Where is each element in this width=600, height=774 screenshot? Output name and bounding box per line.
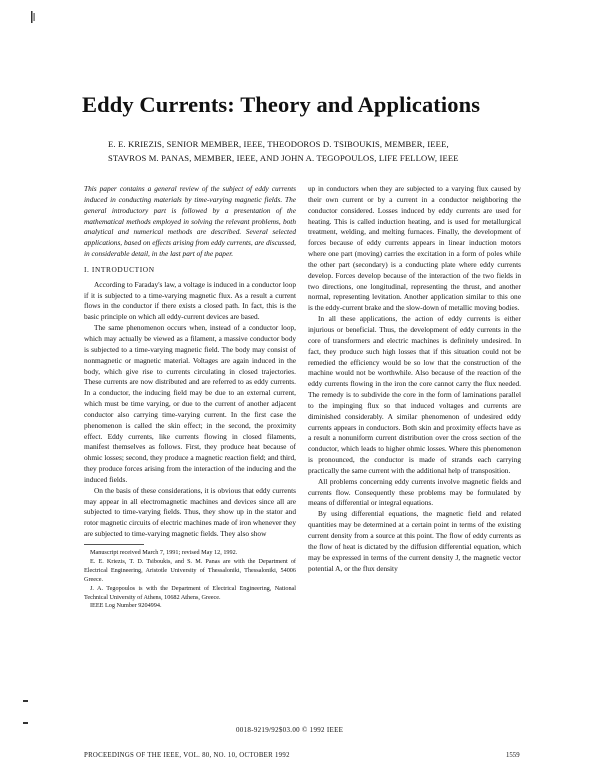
abstract: This paper contains a general review of the subject of eddy currents induced in conducting materials by time-varying magnetic fields. The general introductory part is followed by a presentation of the mathematical methods employed in solving the relevant problems, both analytical and numerical methods are described. Several selected applications, based on effects arising from eddy currents, are discussed, in considerable detail, in the last part of the paper. <box>84 184 296 259</box>
page-number: 1559 <box>506 752 520 759</box>
footnote: Manuscript received March 7, 1991; revised May 12, 1992. <box>90 549 238 556</box>
body-paragraph: up in conductors when they are subjected to a varying flux caused by their own current or by a current in a conductor neighboring the conductor considered. Losses induced by eddy currents are used for heating. This is called induction heating, and is used for metallurgical treatment, welding, and melting furnaces. Finally, the development of forces because of eddy currents appears in linear induction motors where one part (moving) carries the excitation in a form of poles while the other part (secondary) is a conducting plate where eddy currents develop. Forces develop because of the interaction of the two fields in two directions, one longitudinal, representing the thrust, and another normal, representing levitation. Another application similar to this one is the eddy-current brake and the slow-down of metallic moving bodies. <box>308 184 521 313</box>
section-heading: I. INTRODUCTION <box>84 264 155 274</box>
doi-line: 0018-9219/92$03.00 © 1992 IEEE <box>236 726 344 734</box>
footnote: E. E. Kriezis, T. D. Tsiboukis, and S. M. Panas are with the Department of Electrical Engineering, Aristotle University of Thessaloniki, Thessaloniki, 54006 Greece. <box>84 557 296 583</box>
body-paragraph: In all these applications, the action of eddy currents is either injurious or beneficial. Thus, the development of eddy currents in the core of transformers and electric machines is definitely undesired. In fact, they produce such high losses that if this situation could not be remedied the efficiency would be so low that the construction of the machine would not be worthwhile. Also because of the reaction of the eddy currents flowing in the iron the core cannot carry the flux needed. The remedy is to subdivide the core in the form of laminations parallel to the impinging flux so that induced voltages and currents are diminished considerably. A similar phenomenon of undesired eddy currents appears in conductors. Both skin and proximity effects have as a result a nonuniform current distribution over the cross section of the conductor, which leads to higher ohmic losses. Where this phenomenon is pronounced, the conductor is made of strands each carrying practically the same current with the additional help of transposition. <box>308 314 521 475</box>
running-footer: PROCEEDINGS OF THE IEEE, VOL. 80, NO. 10, OCTOBER 1992 <box>84 752 290 759</box>
paper-title: Eddy Currents: Theory and Applications <box>82 92 481 117</box>
body-paragraph: All problems concerning eddy currents involve magnetic fields and currents flow. Consequently these problems may be formulated by means of differential or integral equations. <box>308 476 521 508</box>
body-paragraph: By using differential equations, the magnetic field and related quantities may be determined at a certain point in terms of the existing current density from a source at this point. The flow of eddy currents as the flow of heat is dictated by the diffusion differential equation, which may be expressed in terms of the current density J, the magnetic vector potential A, or the flux density <box>308 509 521 573</box>
footnote: IEEE Log Number 9204994. <box>90 602 162 610</box>
author-list <box>108 137 508 165</box>
margin-tick <box>23 700 28 702</box>
scan-mark <box>30 10 36 24</box>
footnote-rule <box>84 544 144 545</box>
right-column <box>308 184 521 574</box>
body-paragraph: On the basis of these considerations, it is obvious that eddy currents may appear in all electromagnetic machines and devices since all are subjected to time-varying fields. Thus, they show up in the stator and rotor magnetic circuits of electric machines made of iron whenever they are subjected to time-varying magnetic fields. They also show <box>84 485 296 539</box>
author-line: STAVROS M. PANAS, MEMBER, IEEE, AND JOHN A. TEGOPOULOS, LIFE FELLOW, IEEE <box>108 153 459 163</box>
left-column <box>84 184 296 611</box>
author-line: E. E. KRIEZIS, SENIOR MEMBER, IEEE, THEODOROS D. TSIBOUKIS, MEMBER, IEEE, <box>108 139 449 149</box>
margin-tick <box>23 722 28 724</box>
footnote: J. A. Tegopoulos is with the Department of Electrical Engineering, National Technical University of Athens, 10682 Athens, Greece. <box>84 584 296 601</box>
body-paragraph: According to Faraday's law, a voltage is induced in a conductor loop if it is subjected to a time-varying magnetic flux. As a result a current flows in the conductor if there exists a closed path. In fact, this is the basic principle on which all eddy-current devices are based. <box>84 279 296 322</box>
footnotes <box>84 549 296 611</box>
body-paragraph: The same phenomenon occurs when, instead of a conductor loop, which may actually be viewed as a filament, a massive conductor body is subjected to a time-varying magnetic field. The body may consist of nonmagnetic or magnetic material. Voltages are again induced in the body, which give rise to currents circulating in closed trajectories. These currents are now distributed and are referred to as eddy currents. In a conductor, the inducing field may be due to an external current, which must be time varying, or due to the current of another adjacent conductor also carrying time-varying current. In the first case the phenomenon is called the skin effect; in the second, the proximity effect. Eddy currents, like currents flowing in closed filaments, manifest themselves as follows. First, they produce heat because of ohmic losses; second, they produce a magnetic reaction field; and third, they produce forces arising from the interaction of the inducing and the induced fields. <box>84 323 296 484</box>
